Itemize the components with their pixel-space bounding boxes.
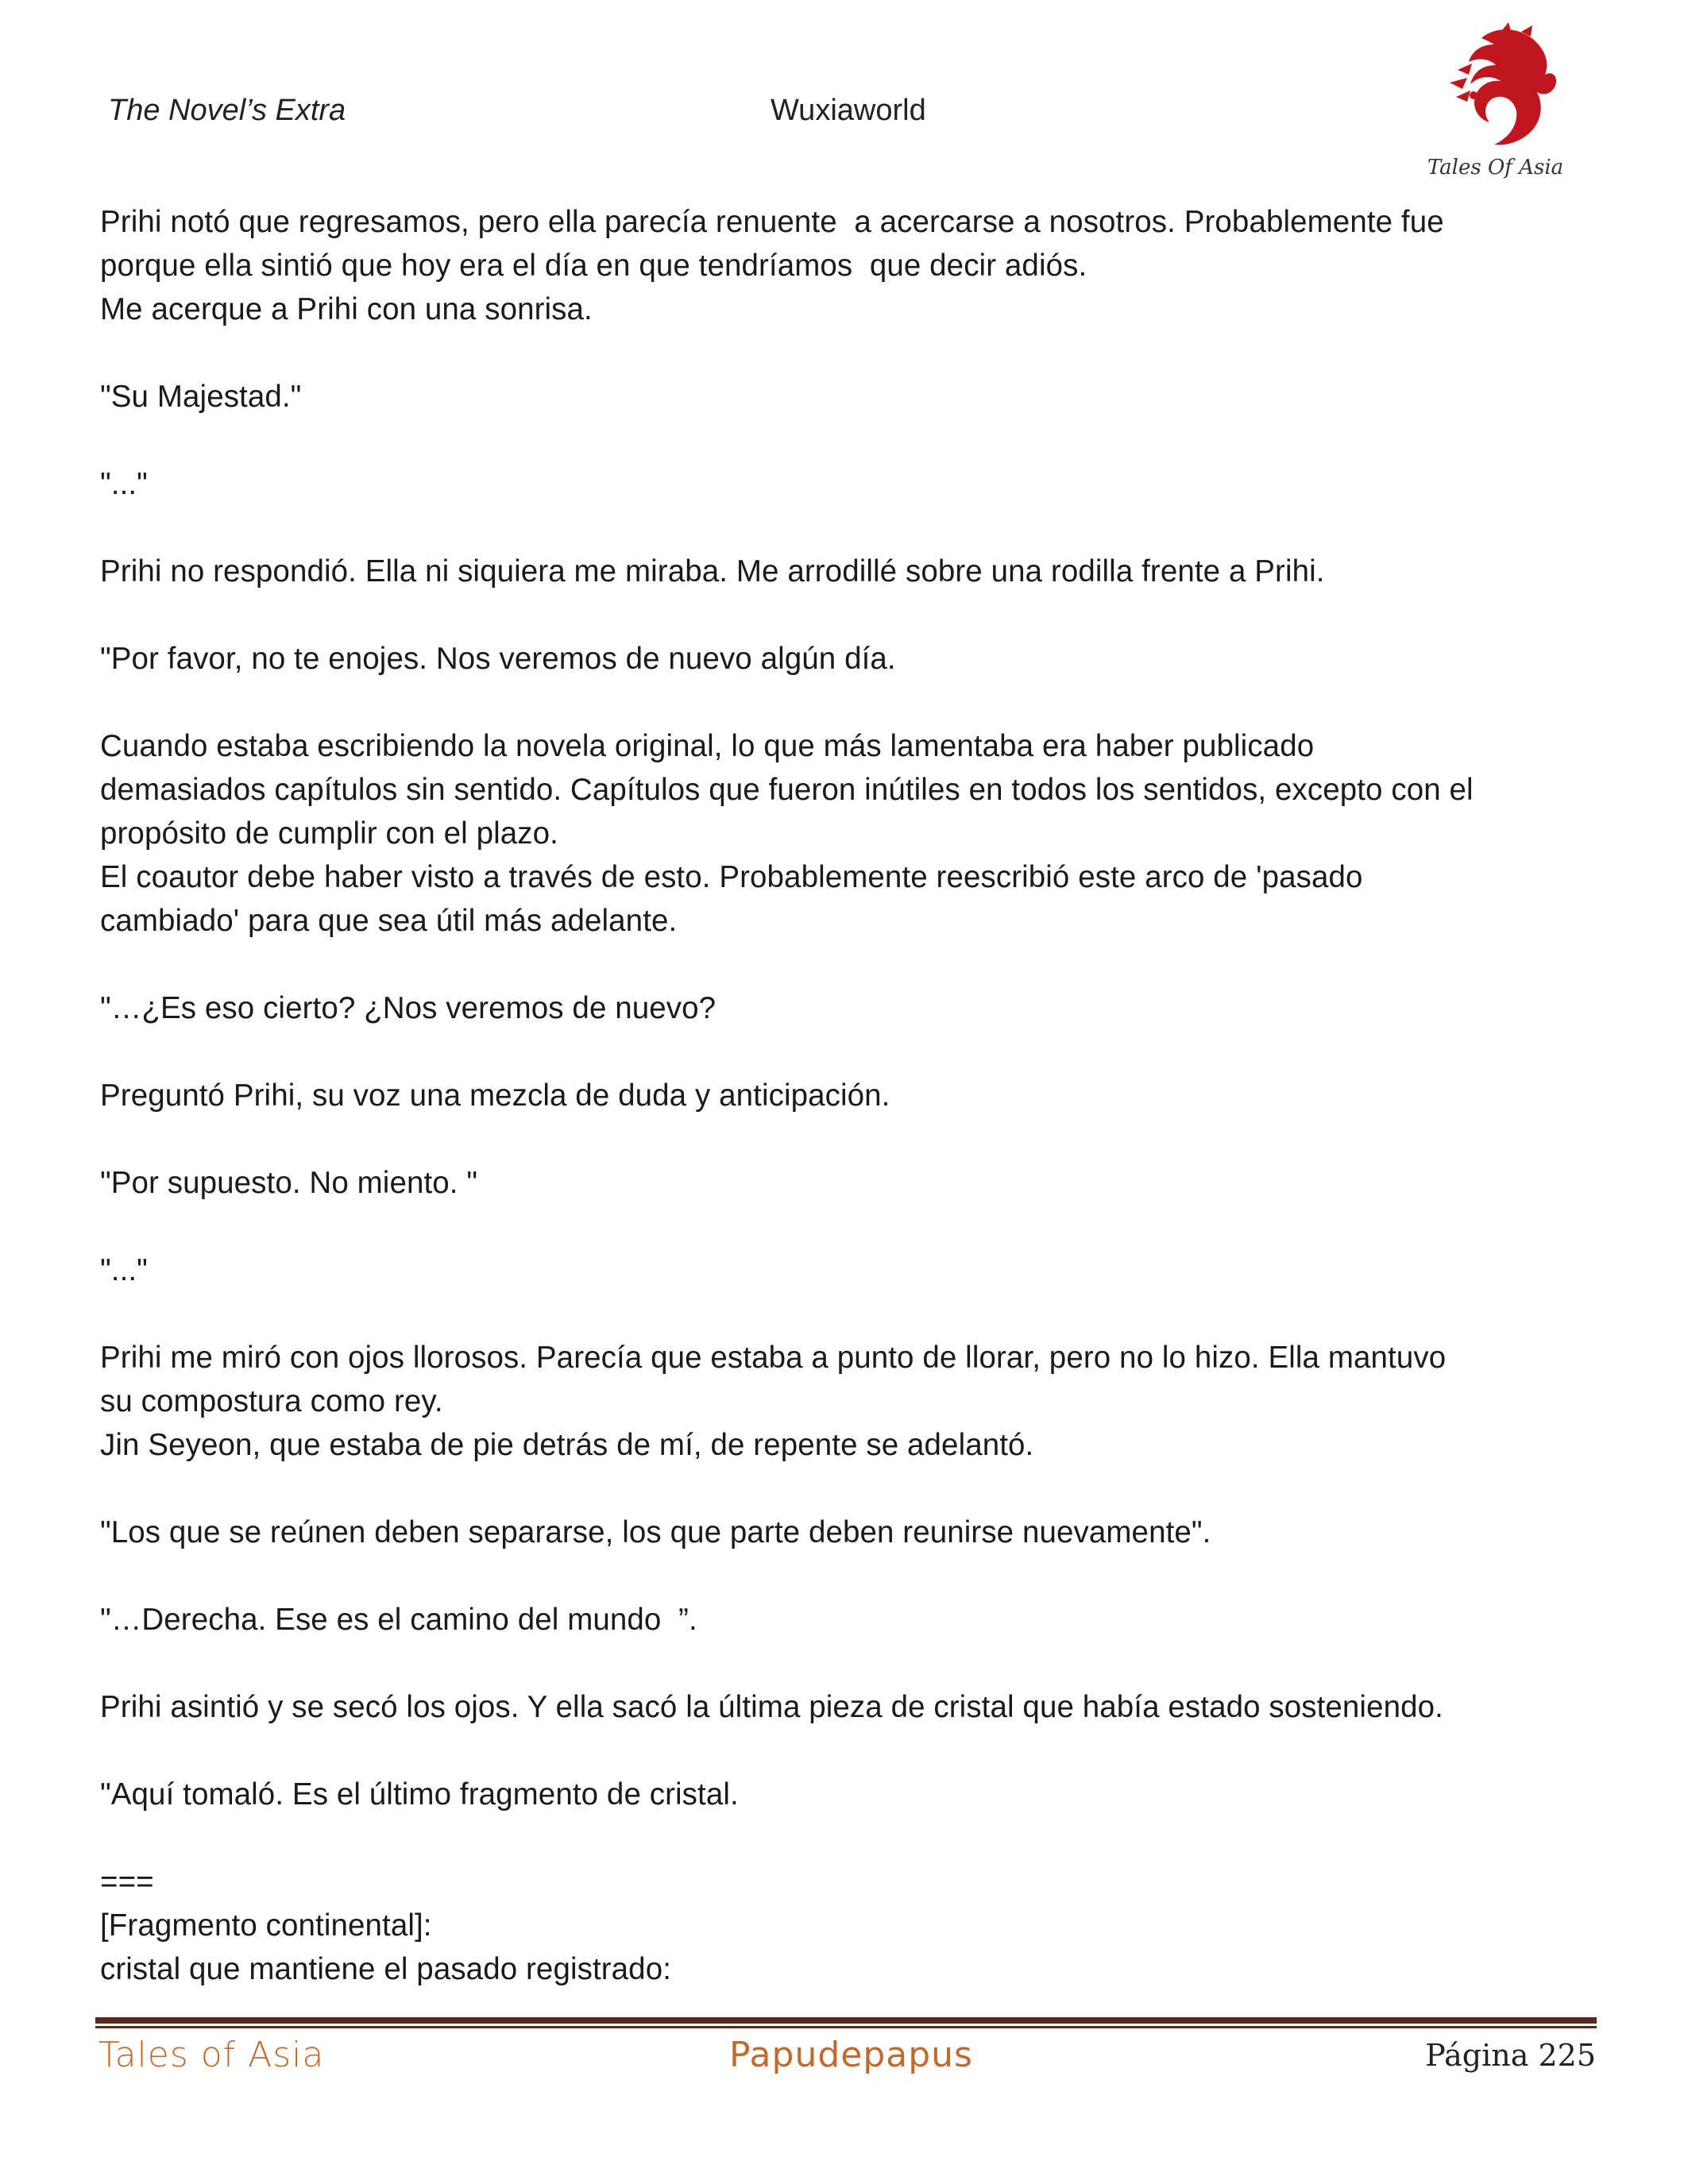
body-line: cristal que mantiene el pasado registrado: <box>100 1952 672 1986</box>
footer-translator: Papudepapus <box>729 2035 973 2075</box>
body-line: Prihi asintió y se secó los ojos. Y ella sacó la última pieza de cristal que había estado sosteniendo. <box>100 1690 1443 1724</box>
paragraph-gap <box>100 681 1593 724</box>
body-line: "Los que se reúnen deben separarse, los que parte deben reunirse nuevamente". <box>100 1515 1211 1549</box>
tales-of-asia-logo <box>1426 22 1565 189</box>
body-line: "..." <box>100 1253 148 1287</box>
body-line: porque ella sintió que hoy era el día en que tendríamos que decir adiós. <box>100 249 1087 283</box>
body-line: demasiados capítulos sin sentido. Capítulos que fueron inútiles en todos los sentidos, excepto con el <box>100 773 1474 807</box>
paragraph-gap <box>100 1554 1593 1598</box>
paragraph-gap <box>100 1205 1593 1248</box>
paragraph-gap <box>100 1292 1593 1336</box>
footer-group-name: Tales of Asia <box>98 2035 325 2075</box>
page-body <box>100 200 1593 1991</box>
body-line: su compostura como rey. <box>100 1384 443 1418</box>
paragraph-gap <box>100 331 1593 375</box>
dragon-icon <box>1426 22 1565 157</box>
body-line: cambiado' para que sea útil más adelante. <box>100 904 678 938</box>
body-line: "…¿Es eso cierto? ¿Nos veremos de nuevo? <box>100 991 717 1025</box>
paragraph-gap <box>100 419 1593 462</box>
header-book-title: The Novel’s Extra <box>108 94 346 127</box>
body-line: Prihi notó que regresamos, pero ella parecía renuente a acercarse a nosotros. Probablemente fue <box>100 205 1444 239</box>
body-line: [Fragmento continental]: <box>100 1908 432 1943</box>
body-line: propósito de cumplir con el plazo. <box>100 816 558 851</box>
body-line: Jin Seyeon, que estaba de pie detrás de mí, de repente se adelantó. <box>100 1428 1034 1462</box>
body-line: === <box>100 1865 154 1899</box>
paragraph-gap <box>100 943 1593 986</box>
body-line: "Por favor, no te enojes. Nos veremos de nuevo algún día. <box>100 642 896 676</box>
body-line: "…Derecha. Ese es el camino del mundo ”. <box>100 1603 697 1637</box>
body-line: "..." <box>100 467 148 501</box>
logo-caption: Tales Of Asia <box>1427 156 1564 179</box>
paragraph-gap <box>100 1642 1593 1685</box>
footer-rule-thin <box>95 2026 1597 2028</box>
body-line: El coautor debe haber visto a través de esto. Probablemente reescribió este arco de 'pasado <box>100 860 1363 894</box>
footer-rule-thick <box>95 2017 1597 2024</box>
body-line: Me acerque a Prihi con una sonrisa. <box>100 292 593 326</box>
paragraph-gap <box>100 1467 1593 1511</box>
body-line: "Por supuesto. No miento. " <box>100 1166 478 1200</box>
paragraph-gap <box>100 506 1593 550</box>
body-line: "Aquí tomaló. Es el último fragmento de cristal. <box>100 1777 739 1812</box>
page-number: Página 225 <box>1425 2038 1596 2073</box>
paragraph-gap <box>100 1816 1593 1860</box>
paragraph-gap <box>100 1729 1593 1773</box>
paragraph-gap <box>100 593 1593 637</box>
body-line: Preguntó Prihi, su voz una mezcla de duda y anticipación. <box>100 1078 890 1113</box>
paragraph-gap <box>100 1030 1593 1074</box>
body-line: "Su Majestad." <box>100 380 302 414</box>
paragraph-gap <box>100 1117 1593 1161</box>
body-line: Prihi me miró con ojos llorosos. Parecía que estaba a punto de llorar, pero no lo hizo. Ella mantuvo <box>100 1341 1447 1375</box>
body-line: Prihi no respondió. Ella ni siquiera me miraba. Me arrodillé sobre una rodilla frente a Prihi. <box>100 554 1325 588</box>
header-source: Wuxiaworld <box>771 94 926 127</box>
body-line: Cuando estaba escribiendo la novela original, lo que más lamentaba era haber publicado <box>100 729 1315 763</box>
